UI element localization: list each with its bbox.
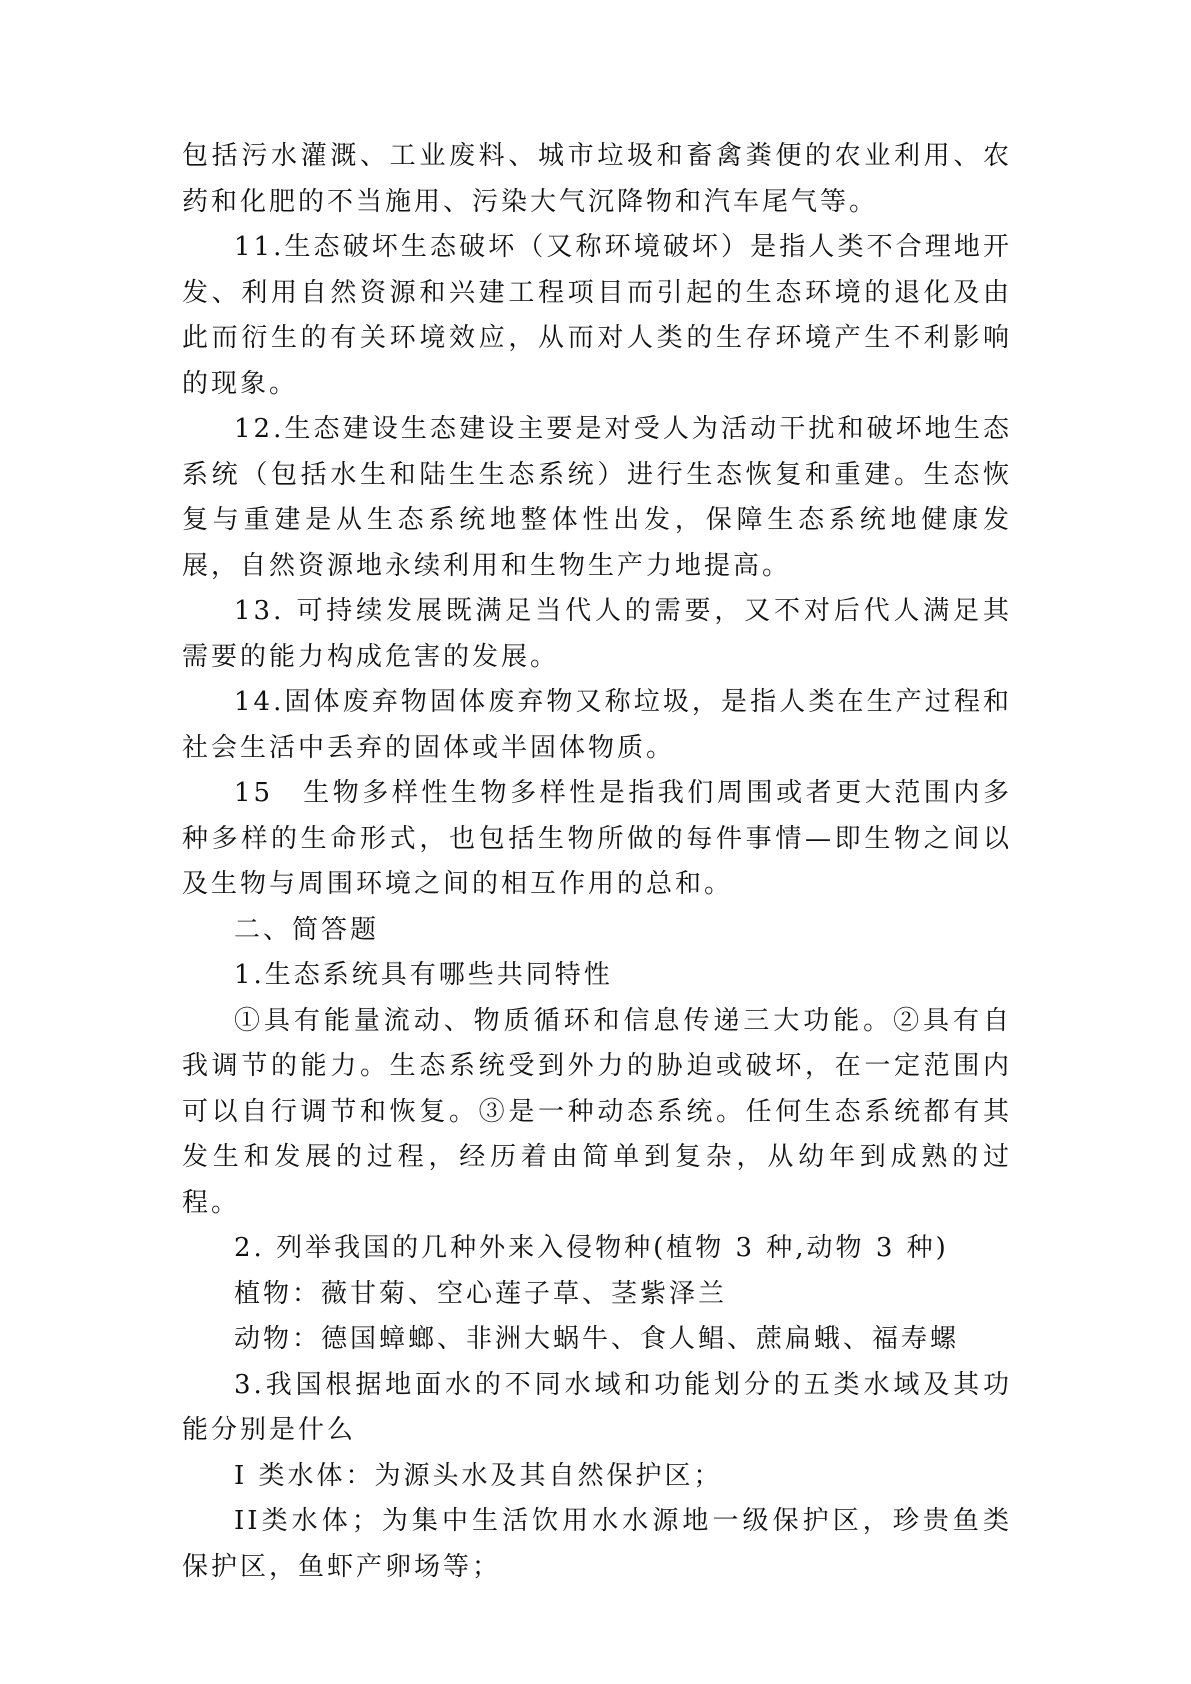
paragraph-ecological-damage: 11.生态破坏生态破坏（又称环境破坏）是指人类不合理地开发、利用自然资源和兴建工程项目而引起的生态环境的退化及由此而衍生的有关环境效应，从而对人类的生存环境产生不利影响的现象。	[182, 232, 1012, 399]
section-heading-short-answer: 二、简答题	[234, 914, 380, 945]
answer-3-class-1: I 类水体：为源头水及其自然保护区；	[234, 1460, 723, 1491]
answer-2-plants: 植物：薇甘菊、空心莲子草、茎紫泽兰	[234, 1278, 728, 1309]
paragraph-solid-waste: 14.固体废弃物固体废弃物又称垃圾，是指人类在生产过程和社会生活中丢弃的固体或半固体物质。	[182, 687, 1012, 763]
paragraph-ecological-construction: 12.生态建设生态建设主要是对受人为活动干扰和破坏地生态系统（包括水生和陆生生态系统）进行生态恢复和重建。生态恢复与重建是从生态系统地整体性出发，保障生态系统地健康发展，自然资源地永续利用和生物生产力地提高。	[182, 414, 1012, 581]
question-3: 3.我国根据地面水的不同水域和功能划分的五类水域及其功能分别是什么	[182, 1369, 1012, 1445]
answer-2-animals: 动物：德国蟑螂、非洲大蜗牛、食人鲳、蔗扁蛾、福寿螺	[234, 1324, 960, 1354]
paragraph-continuation: 包括污水灌溉、工业废料、城市垃圾和畜禽粪便的农业利用、农药和化肥的不当施用、污染大气沉降物和汽车尾气等。	[182, 141, 1012, 217]
answer-1: ①具有能量流动、物质循环和信息传递三大功能。②具有自我调节的能力。生态系统受到外力的胁迫或破坏，在一定范围内可以自行调节和恢复。③是一种动态系统。任何生态系统都有其发生和发展的过程，经历着由简单到复杂，从幼年到成熟的过程。	[182, 1005, 1012, 1218]
question-2: 2. 列举我国的几种外来入侵物种(植物 3 种,动物 3 种)	[234, 1233, 949, 1263]
paragraph-biodiversity: 15 生物多样性生物多样性是指我们周围或者更大范围内多种多样的生命形式，也包括生物所做的每件事情—即生物之间以及生物与周围环境之间的相互作用的总和。	[182, 778, 1012, 899]
paragraph-sustainable-development: 13. 可持续发展既满足当代人的需要，又不对后代人满足其需要的能力构成危害的发展。	[182, 596, 1012, 672]
answer-3-class-2: II类水体；为集中生活饮用水水源地一级保护区，珍贵鱼类保护区，鱼虾产卵场等；	[182, 1506, 1012, 1582]
document-body	[182, 134, 1012, 1590]
question-1: 1.生态系统具有哪些共同特性	[234, 960, 613, 990]
